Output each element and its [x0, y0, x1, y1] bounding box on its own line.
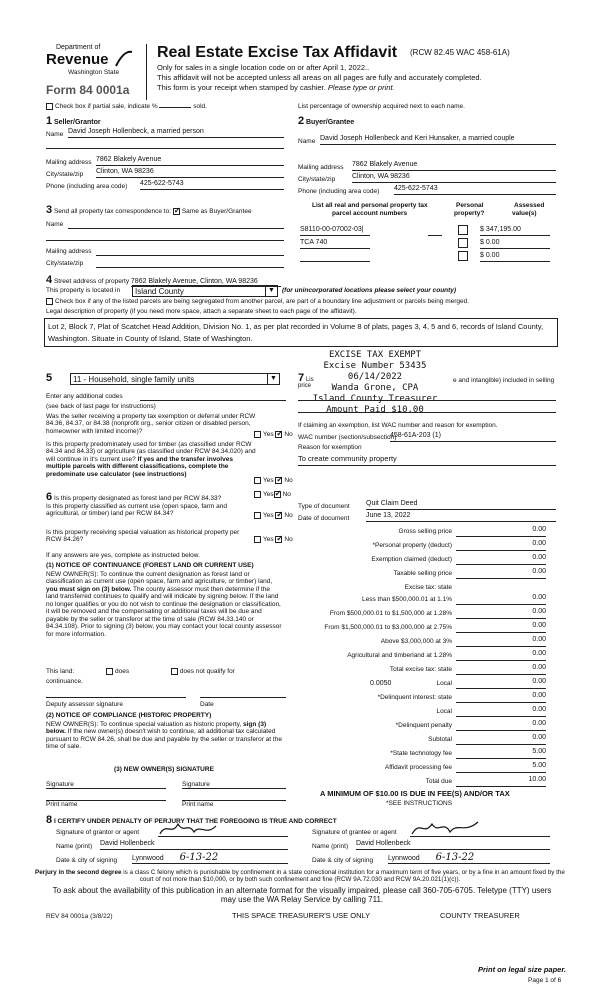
same-as-buyer-checkbox[interactable]	[173, 208, 180, 215]
section3-mail-label: Mailing address	[46, 248, 92, 255]
deputy-signature-field[interactable]	[46, 697, 186, 698]
unincorporated-note: (for unincorporated locations please select your county)	[282, 287, 457, 294]
seller-name-label: Name	[46, 131, 64, 138]
stamp-line-2: Excise Number 53435	[323, 361, 427, 371]
tax-row	[298, 594, 548, 606]
header-line-3	[157, 84, 395, 93]
forest-yes-checkbox[interactable]	[254, 491, 261, 498]
grantee-city: Lynnwood	[388, 855, 420, 862]
tax-row	[298, 706, 548, 718]
buyer-mail-field[interactable]: 7862 Blakely Avenue	[352, 161, 556, 171]
tax-row-value[interactable]: 5.00	[532, 762, 546, 769]
stamp-line-4: Wanda Grone, CPA	[331, 383, 419, 393]
forest-no-checkbox[interactable]	[274, 491, 281, 498]
tax-row	[298, 776, 548, 788]
assessed-value-field[interactable]: $ 0.00	[480, 239, 550, 249]
see-instructions: *SEE INSTRUCTIONS	[386, 800, 453, 807]
personal-property-checkbox[interactable]	[458, 251, 468, 261]
deputy-signature-label: Deputy assessor signature	[46, 701, 123, 708]
tax-row-line	[456, 702, 546, 703]
grantor-name-field[interactable]: David Hollenbeck	[100, 840, 288, 850]
tax-row-label: Local	[436, 680, 452, 687]
seller-mail-field[interactable]: 7862 Blakely Avenue	[96, 156, 284, 166]
header-divider	[146, 44, 147, 100]
signature-scribble-icon	[158, 820, 218, 838]
form-number: Form 84 0001a	[46, 83, 130, 97]
historic-yes-checkbox[interactable]	[254, 536, 261, 543]
timber-question-a: Is this property predominately used for timber (as classified under RCW 84.34 and 84.33) or agriculture (as classified under RCW 84.34.020) and will continue in it's current use?	[46, 441, 256, 463]
tax-row-line	[456, 578, 546, 579]
perjury-bold: Perjury in the second degree	[35, 869, 122, 876]
timber-no-checkbox[interactable]	[275, 477, 282, 484]
if-yes-note: If any answers are yes, complete as instructed below.	[46, 552, 200, 559]
perjury-notice	[30, 869, 570, 883]
tax-row-label: Subtotal	[428, 736, 452, 743]
tax-row-label: Agricultural and timberland at 1.28%	[347, 652, 452, 659]
yes-label: Yes	[263, 512, 274, 520]
tax-row-value[interactable]: 0.00	[532, 734, 546, 741]
tax-row-label: Total excise tax: state	[389, 666, 452, 673]
seller-title: Seller/Grantor	[53, 119, 101, 126]
assessed-header-2: value(s)	[512, 210, 537, 217]
grantee-signature-label: Signature of grantee or agent	[312, 829, 397, 836]
stamp-line-6: Amount Paid $10.00	[326, 405, 424, 415]
continuance-text-c: The county assessor must then determine if the land transferred continues to qualify and will indicate by signing below. If the land no longer qualifies or you do not wish to continue the designation or classification, it will be removed and the compensating or additional taxes will be due and payable by the seller or transferor at the time of sale (RCW 84.33.140 or 84.34.108). Prior to signing (3) below, you may contact your local county assessor for more information.	[46, 585, 282, 638]
parcel-number-field[interactable]: S8110-00-07002-03|	[300, 226, 370, 236]
grantee-signature-scribble	[410, 818, 480, 840]
tax-row-line	[456, 730, 546, 731]
grantor-signature-label: Signature of grantor or agent	[56, 829, 140, 836]
section8-number: 8	[46, 814, 53, 826]
deputy-date-field[interactable]	[200, 697, 286, 698]
doc-date-label: Date of document	[298, 515, 350, 522]
parcel-number-field[interactable]: TCA 740	[300, 239, 370, 249]
partial-sale-label: Check box if partial sale, indicate %	[55, 103, 158, 111]
logo-state: Washington State	[68, 69, 120, 76]
compliance-text-c: If the new owner(s) doesn't wish to continue, all additional tax calculated pursuant to RCW 84.26, shall be due and payable by the seller or transferor at the time of sale.	[46, 728, 282, 751]
partial-sale-row	[46, 103, 207, 111]
tax-row-label: Above $3,000,000 at 3%	[380, 638, 452, 645]
section7-number: 7	[298, 372, 305, 384]
stamp-line-5: Island County Treasurer	[312, 394, 438, 404]
tax-row-value[interactable]: 0.00	[532, 554, 546, 561]
tax-row-label: Less than $500,000.01 at 1.1%	[362, 596, 452, 603]
header-line-2: This affidavit will not be accepted unless all areas on all pages are fully and accurately completed.	[157, 73, 482, 82]
grantor-date-label: Date & city of signing	[56, 857, 118, 864]
section3-mail-field[interactable]	[96, 255, 284, 256]
does-checkbox[interactable]	[106, 668, 113, 675]
current-use-no-checkbox[interactable]	[275, 512, 282, 519]
tax-row-line	[456, 604, 546, 605]
tax-row-value[interactable]: 10.00	[528, 776, 546, 783]
owner-print-label-2: Print name	[182, 801, 214, 808]
tax-row	[298, 650, 548, 662]
use-code-select[interactable]	[70, 373, 280, 385]
parcel-header-1: List all real and personal property tax	[312, 202, 428, 209]
timber-question-b: If yes and the transfer involves multiple parcels with different classifications, complete the predominate use calculator (see instructions)	[46, 455, 233, 478]
no-label: No	[284, 477, 293, 485]
parcel-table	[298, 202, 556, 272]
tax-row-value[interactable]: 0.00	[532, 664, 546, 671]
section3-city-field[interactable]	[96, 267, 284, 268]
tax-row-label: *Personal property (deduct)	[372, 542, 452, 549]
county-treasurer: COUNTY TREASURER	[440, 911, 520, 920]
compliance-text	[46, 721, 284, 751]
section3-header	[46, 204, 286, 217]
tax-row	[298, 608, 548, 620]
page-title: Real Estate Excise Tax Affidavit	[157, 44, 398, 61]
grantor-name-label: Name (print)	[56, 843, 93, 850]
buyer-phone-field[interactable]: 425-622-5743	[394, 185, 556, 195]
section4-number: 4	[46, 274, 53, 286]
see-back-note: (see back of last page for instructions)	[46, 403, 156, 410]
section3-name-field[interactable]	[68, 228, 284, 229]
seller-name-field[interactable]: David Joseph Hollenbeck, a married person	[68, 128, 284, 138]
reason-field[interactable]: To create community property	[298, 455, 556, 466]
wac-label: WAC number (section/subsection)	[298, 434, 397, 441]
seller-number: 1	[46, 115, 53, 127]
seller-city-field[interactable]: Clinton, WA 98236	[96, 168, 284, 178]
tax-row-label: From $1,500,000.01 to $3,000,000 at 2.75%	[324, 624, 452, 631]
logo-dept: Department of	[56, 44, 101, 51]
tax-row-line	[456, 772, 546, 773]
tax-row	[298, 540, 548, 552]
tax-row-label: Affidavit processing fee	[384, 764, 452, 771]
buyer-name-label: Name	[298, 138, 316, 145]
personal-header-2: property?	[454, 210, 485, 217]
section3-name-line2[interactable]	[46, 240, 284, 241]
section3-number: 3	[46, 204, 53, 216]
grantee-date: 6-13-22	[435, 852, 475, 863]
buyer-section	[298, 115, 556, 200]
tax-row-line	[456, 688, 546, 689]
tax-row	[298, 762, 548, 774]
continuance-label: continuance.	[46, 678, 83, 685]
doc-type-label: Type of document	[298, 503, 350, 510]
tax-row-value[interactable]: 0.00	[532, 540, 546, 547]
doc-type-field[interactable]: Quit Claim Deed	[366, 500, 556, 510]
header-line-3a: This form is your receipt when stamped by cashier.	[157, 83, 328, 92]
tax-row	[298, 568, 548, 580]
tax-row-line	[456, 632, 546, 633]
header-line-1: Only for sales in a single location code on or after April 1, 2022..	[157, 63, 370, 72]
perjury-text: is a class C felony which is punishable by confinement in a state correctional institution for a maximum term of five years, or by a fine in an amount fixed by the court of not more than $10,000, or by both such confinement and fine (RCW 9A.72.030 and RCW 9A.20.021(1)(c)).	[121, 869, 565, 884]
tax-row-label: From $500,000.01 to $1,500,000 at 1.28%	[329, 610, 452, 617]
exemption-answer	[254, 431, 293, 439]
tax-row	[298, 636, 548, 648]
grantee-name-label: Name (print)	[312, 843, 349, 850]
treasurer-use: THIS SPACE TREASURER'S USE ONLY	[232, 911, 371, 920]
buyer-title: Buyer/Grantee	[305, 119, 355, 126]
this-land-label: This land:	[46, 668, 75, 676]
section7-text-a: Lis	[305, 377, 314, 383]
grantor-date-field[interactable]	[132, 852, 288, 864]
timber-yes-checkbox[interactable]	[254, 477, 261, 484]
county-select[interactable]	[132, 285, 278, 297]
compliance-text-a: NEW OWNER(S): To continue special valuation as historic property,	[46, 721, 243, 728]
exemption-yes-checkbox[interactable]	[254, 431, 261, 438]
legal-size-note: Print on legal size paper.	[478, 965, 566, 974]
same-as-buyer-label: Same as Buyer/Grantee	[181, 208, 252, 215]
tax-row-label: Exemption claimed (deduct)	[371, 556, 452, 563]
tax-row-label: *State technology fee	[390, 750, 452, 757]
parcel-extra-field[interactable]	[428, 235, 442, 236]
located-label: This property is located in	[46, 287, 121, 294]
buyer-city-field[interactable]: Clinton, WA 98236	[352, 173, 556, 183]
historic-no-checkbox[interactable]	[275, 536, 282, 543]
seller-section	[46, 115, 286, 200]
forest-question	[46, 491, 221, 504]
logo	[44, 44, 134, 86]
timber-question	[46, 441, 258, 478]
tax-row-line	[456, 660, 546, 661]
legal-description-field[interactable]: Lot 2, Block 7, Plat of Scatchet Head Addition, Division No. 1, as per plat recorded in Volume 8 of plats, pages 3, 4, 5 and 6, records of Island County, Washington. Situate in County of Island, State of Washington.	[44, 318, 558, 347]
chevron-down-icon: ▼	[265, 286, 277, 296]
yes-label: Yes	[263, 536, 274, 544]
tax-row-label: Gross selling price	[398, 528, 452, 535]
section3-city-label: City/state/zip	[46, 260, 84, 267]
deputy-date-label: Date	[200, 701, 214, 708]
section3-name-label: Name	[46, 221, 64, 228]
owner-signature-label-2: Signature	[182, 781, 210, 788]
signature-scribble-icon	[410, 818, 480, 838]
tax-row-value[interactable]: 0.00	[532, 622, 546, 629]
tax-row	[298, 664, 548, 676]
partial-sale-checkbox[interactable]	[46, 103, 53, 110]
historic-question: Is this property receiving special valuation as historical property per RCW 84.26?	[46, 529, 240, 544]
tax-row	[298, 692, 548, 704]
tax-row	[298, 678, 548, 690]
personal-property-list-field-2[interactable]	[298, 412, 556, 413]
tax-row-value[interactable]: 0.00	[532, 526, 546, 533]
personal-property-checkbox[interactable]	[458, 238, 468, 248]
seller-phone-label: Phone (including area code)	[46, 183, 128, 190]
segregated-checkbox[interactable]	[46, 298, 53, 305]
tax-row	[298, 554, 548, 566]
tax-row-line	[456, 716, 546, 717]
tax-row-value[interactable]: 5.00	[532, 748, 546, 755]
tax-row-label: Local	[436, 708, 452, 715]
tax-row-value[interactable]: 0.00	[532, 650, 546, 657]
personal-property-list-field[interactable]	[298, 400, 556, 401]
partial-sold-label: sold.	[193, 103, 207, 111]
yes-label: Yes	[263, 431, 274, 439]
yes-label: Yes	[263, 477, 274, 485]
forest-answer	[254, 491, 291, 499]
exemption-question: Was the seller receiving a property tax exemption or deferral under RCW 84.36, 84.37, or 84.38 (nonprofit org., senior citizen or disabled person, homeowner with limited income)?	[46, 413, 256, 435]
assessed-value-field[interactable]: $ 347,195.00	[480, 226, 550, 236]
tax-row-label: *Delinquent penalty	[395, 722, 452, 729]
current-use-answer	[254, 512, 293, 520]
tax-row-line	[456, 618, 546, 619]
rcw-reference: (RCW 82.45 WAC 458-61A)	[410, 48, 510, 57]
legal-label: Legal description of property (if you need more space, attach a separate sheet to each page of the affidavit).	[46, 308, 357, 315]
stamp-line-3: 06/14/2022	[347, 372, 403, 382]
tax-row-line	[456, 744, 546, 745]
tax-row-line	[456, 786, 546, 787]
rev-number: REV 84 0001a (3/8/22)	[46, 913, 113, 920]
tax-row	[298, 526, 548, 538]
does-not-label: does not qualify for	[179, 668, 235, 676]
grantee-date-label: Date & city of signing	[312, 857, 374, 864]
alt-format-note: To ask about the availability of this publication in an alternate format for the visually impaired, please call 360-705-6705. Teletype (TTY) users may use the WA Relay Service by calling 711.	[52, 886, 552, 905]
seller-city-label: City/state/zip	[46, 171, 84, 178]
does-label: does	[115, 668, 130, 676]
section7-text-b: price	[298, 383, 312, 389]
segregated-label: Check box if any of the listed parcels are being segregated from another parcel, are part of a boundary line adjustment or parcels being merged.	[55, 298, 470, 306]
chevron-down-icon: ▼	[267, 374, 279, 384]
buyer-city-label: City/state/zip	[298, 176, 336, 183]
does-not-checkbox[interactable]	[171, 668, 178, 675]
buyer-name-field[interactable]: David Joseph Hollenbeck and Keri Hunsaker, a married couple	[320, 135, 556, 145]
additional-codes-field[interactable]	[140, 400, 286, 401]
reason-label: Reason for exemption	[298, 444, 362, 451]
tax-row-label: Total due	[425, 778, 452, 785]
owner-signature-label-1: Signature	[46, 781, 74, 788]
new-owner-signature-title: (3) NEW OWNER(S) SIGNATURE	[114, 766, 214, 773]
compliance-text-b: sign (3) below.	[46, 721, 267, 736]
tax-row-value[interactable]: 0.00	[532, 594, 546, 601]
historic-answer	[254, 536, 293, 544]
tax-row-line	[456, 758, 546, 759]
parcel-number-field[interactable]	[300, 252, 370, 262]
street-field[interactable]: 7862 Blakely Avenue, Clinton, WA 98236	[131, 278, 281, 287]
current-use-question: Is this property classified as current use (open space, farm and agricultural, or timber) land per RCW 84.34?	[46, 503, 228, 518]
minimum-due-note: A MINIMUM OF $10.00 IS DUE IN FEE(S) AND/OR TAX	[320, 789, 510, 798]
tax-row-line	[456, 674, 546, 675]
section5-number: 5	[46, 372, 53, 384]
street-label: Street address of property	[53, 278, 130, 285]
timber-answer	[254, 477, 293, 485]
no-label: No	[284, 431, 293, 439]
tax-row-value[interactable]: 0.00	[532, 636, 546, 643]
tax-row-value[interactable]: 0.00	[532, 706, 546, 713]
use-code-value: 11 - Household, single family units	[73, 375, 195, 384]
tax-row-label: Excise tax: state	[404, 584, 452, 591]
tax-row	[298, 734, 548, 746]
section6-number: 6	[46, 491, 53, 503]
grantee-date-field[interactable]	[388, 852, 550, 864]
continuance-title: (1) NOTICE OF CONTINUANCE (FOREST LAND OR CURRENT USE)	[46, 562, 254, 569]
tax-row	[298, 622, 548, 634]
exemption-no-checkbox[interactable]	[275, 431, 282, 438]
segregated-row	[46, 298, 469, 306]
grantor-city: Lynnwood	[132, 855, 164, 862]
section3	[46, 204, 286, 270]
street-row	[46, 274, 558, 287]
ownership-note: List percentage of ownership acquired next to each name.	[298, 103, 465, 110]
tax-row-line	[456, 564, 546, 565]
logo-revenue: Revenue	[46, 51, 109, 68]
page-number: Page 1 of 6	[528, 977, 562, 984]
no-label: No	[282, 491, 291, 499]
seller-name-line2[interactable]	[46, 148, 284, 149]
forest-question-text: Is this property designated as forest land per RCW 84.33?	[53, 495, 222, 502]
seller-phone-field[interactable]: 425-622-5743	[140, 180, 284, 190]
assessed-value-field[interactable]: $ 0.00	[480, 252, 550, 262]
no-label: No	[284, 512, 293, 520]
header-line-3b: Please type or print.	[327, 83, 395, 92]
personal-property-checkbox[interactable]	[458, 225, 468, 235]
continuance-text-a: NEW OWNER(S): To continue the current designation as forest land or classification as current use (open space, farm and agriculture, or timber) land,	[46, 571, 273, 586]
tax-row-line	[456, 536, 546, 537]
buyer-number: 2	[298, 115, 305, 127]
tax-row	[298, 720, 548, 732]
claim-note: If claiming an exemption, list WAC number and reason for exemption.	[298, 422, 498, 429]
stamp-line-1: EXCISE TAX EXEMPT	[328, 350, 422, 360]
logo-swoosh-icon	[114, 48, 134, 68]
certify-text: I CERTIFY UNDER PENALTY OF PERJURY THAT THE FOREGOING IS TRUE AND CORRECT	[53, 818, 337, 825]
doc-date-field[interactable]: June 13, 2022	[366, 512, 556, 522]
additional-codes-label: Enter any additional codes	[46, 393, 123, 400]
tax-row	[298, 582, 548, 594]
seller-mail-label: Mailing address	[46, 159, 92, 166]
partial-percent-field[interactable]	[159, 107, 191, 108]
buyer-phone-label: Phone (including area code)	[298, 188, 380, 195]
continuance-text-b: you must sign on (3) below.	[46, 585, 132, 593]
tax-row-label: Taxable selling price	[393, 570, 452, 577]
grantor-date: 6-13-22	[179, 852, 219, 863]
assessed-header-1: Assessed	[514, 202, 545, 209]
owner-print-label-1: Print name	[46, 801, 78, 808]
parcel-header-2: parcel account numbers	[332, 210, 408, 217]
yes-label: Yes	[263, 491, 274, 499]
tax-row-value[interactable]: 0.00	[532, 692, 546, 699]
no-label: No	[284, 536, 293, 544]
tax-row-label: *Delinquent interest: state	[377, 694, 452, 701]
wac-field[interactable]: 458-61A-203 (1)	[390, 432, 556, 442]
local-rate: 0.0050	[370, 680, 392, 687]
buyer-mail-label: Mailing address	[298, 164, 344, 171]
tax-row-value[interactable]: 0.00	[532, 720, 546, 727]
tax-row-value[interactable]: 0.00	[532, 678, 546, 685]
this-land-row	[46, 668, 286, 676]
county-select-value: Island County	[135, 287, 184, 296]
tax-row-line	[456, 646, 546, 647]
current-use-yes-checkbox[interactable]	[254, 512, 261, 519]
grantee-name-field[interactable]: David Hollenbeck	[356, 840, 550, 850]
tax-row-value[interactable]: 0.00	[532, 608, 546, 615]
continuance-text	[46, 571, 284, 638]
tax-row-line	[456, 550, 546, 551]
tax-row	[298, 748, 548, 760]
tax-row-value[interactable]: 0.00	[532, 568, 546, 575]
section7-text-c: e and intangible) included in selling	[453, 377, 555, 384]
compliance-title: (2) NOTICE OF COMPLIANCE (HISTORIC PROPERTY)	[46, 712, 212, 719]
personal-header-1: Personal	[456, 202, 484, 209]
section3-label: Send all property tax correspondence to:	[53, 208, 172, 215]
